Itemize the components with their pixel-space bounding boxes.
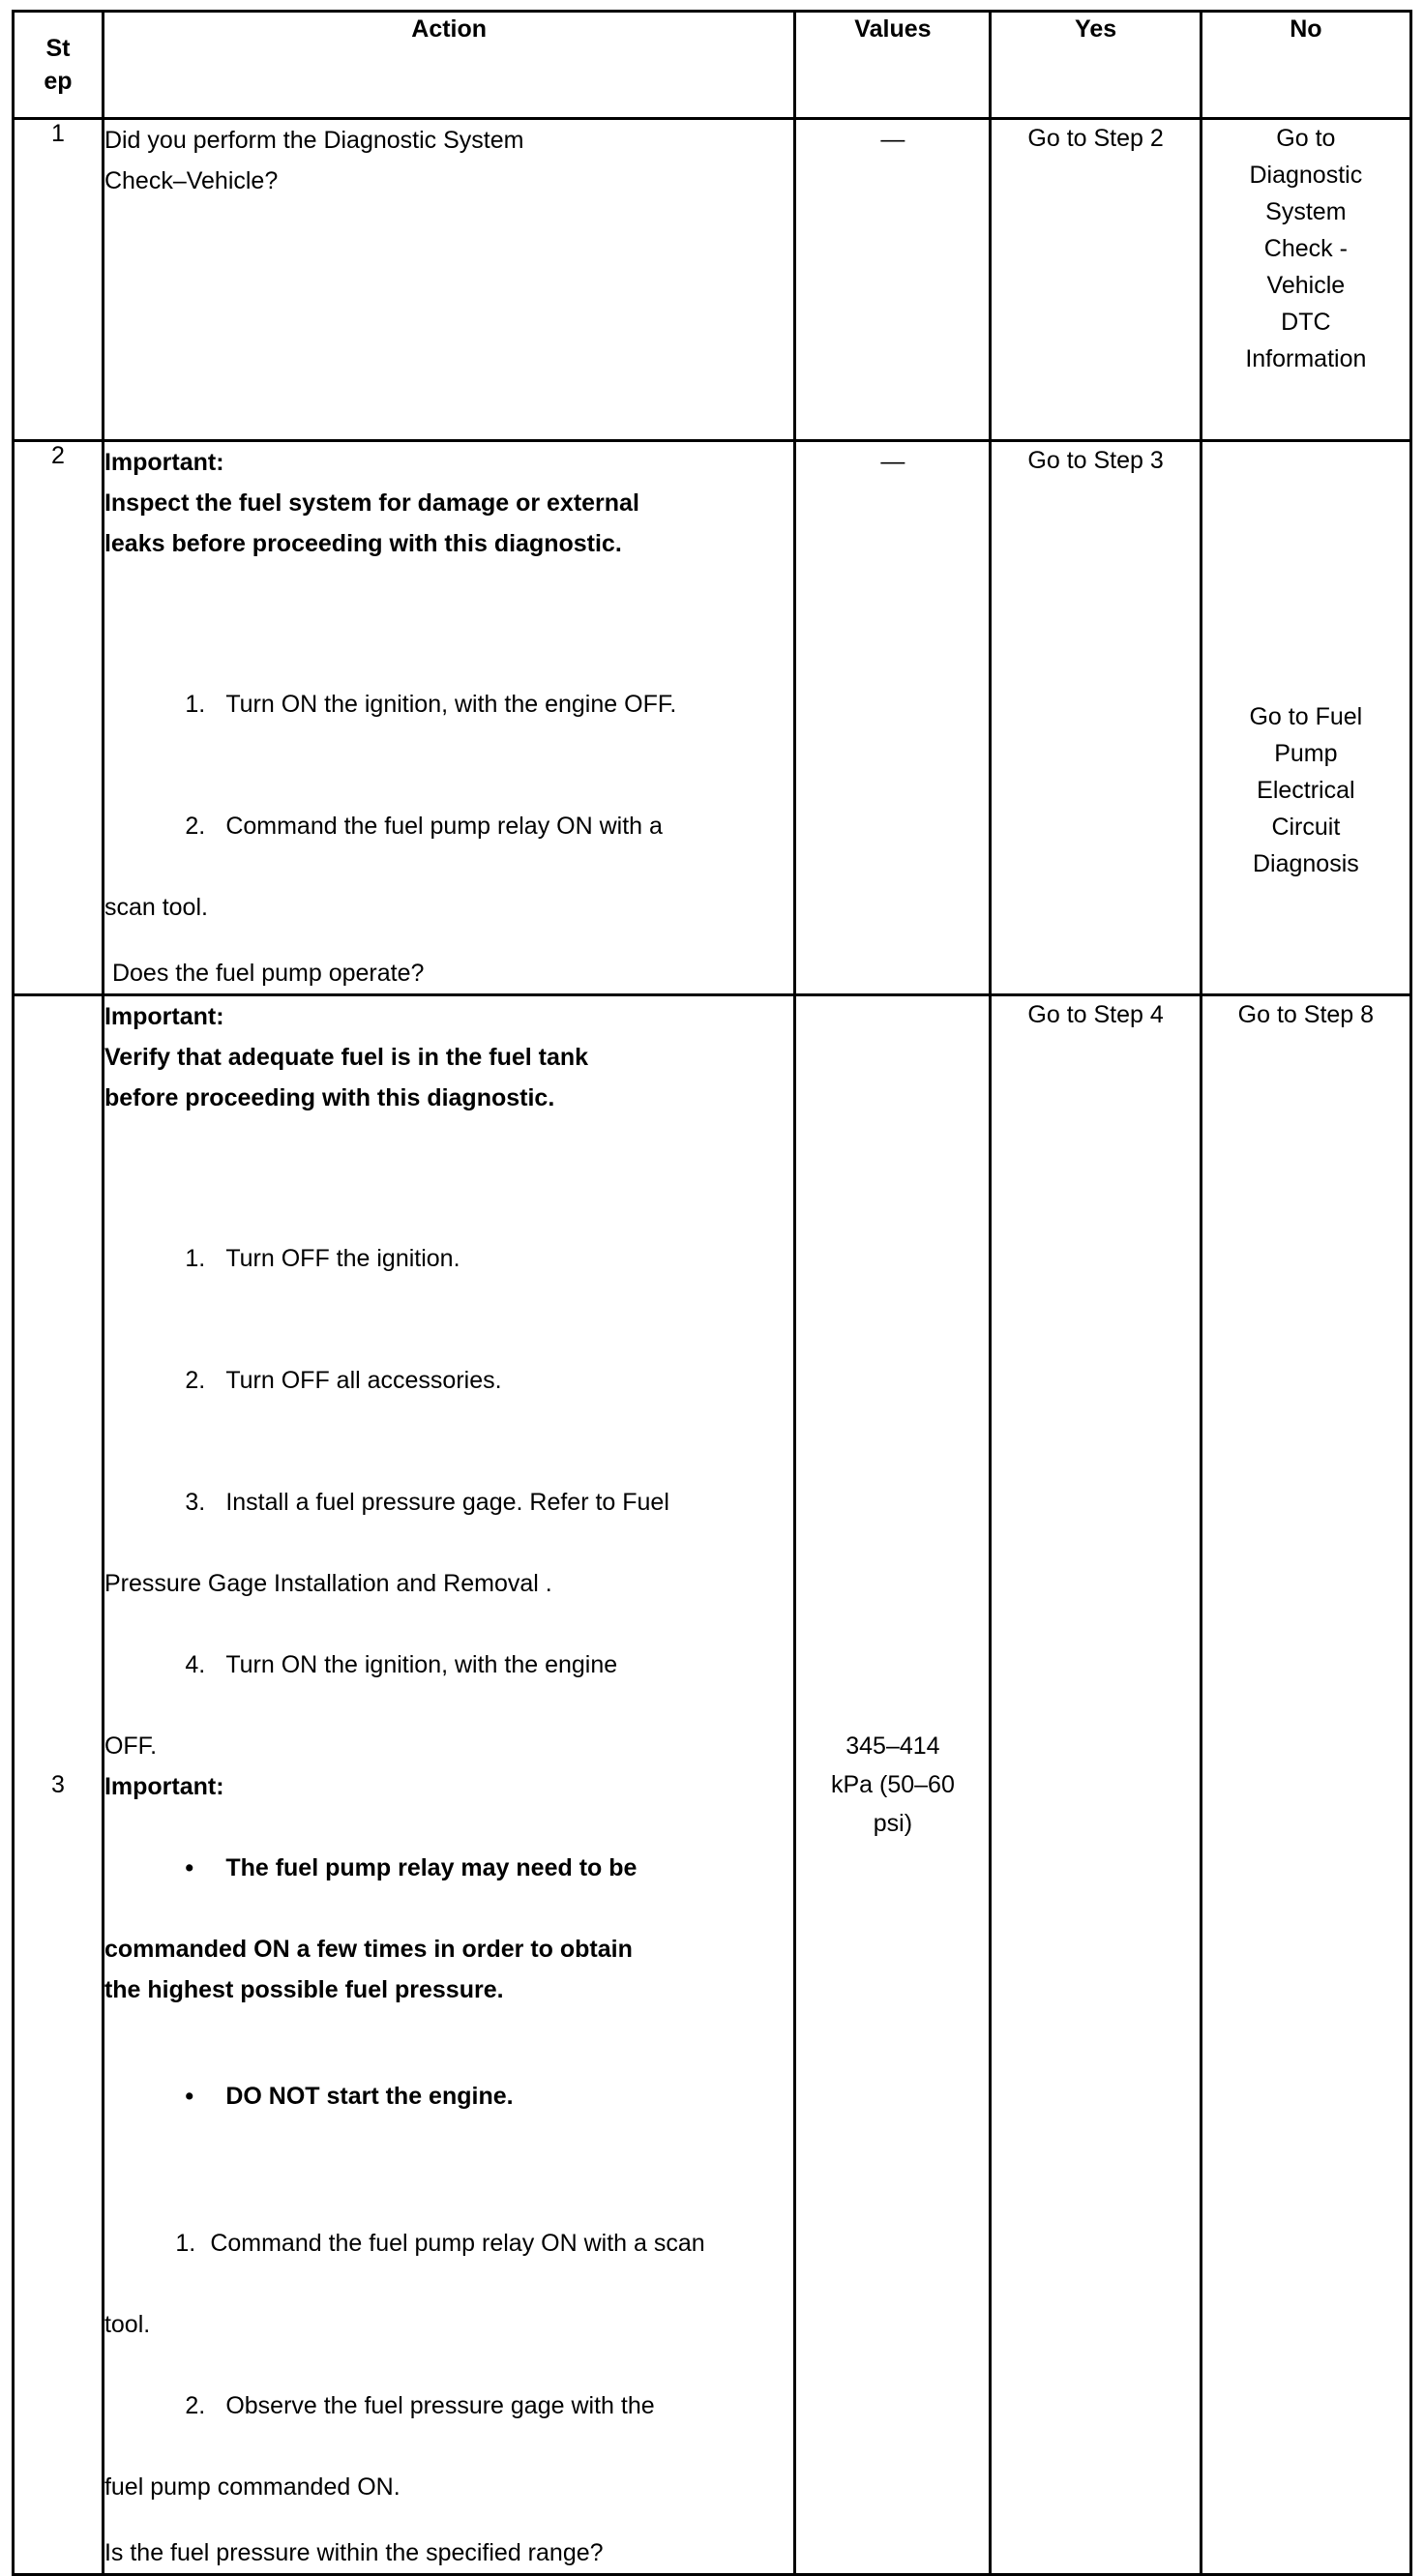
step-values-cell: —	[795, 119, 991, 441]
step2-item-2-continuation: scan tool.	[104, 894, 208, 921]
step3-item-5-text: Command the fuel pump relay ON with a scan	[210, 2230, 705, 2257]
step3-item-4-continuation: OFF.	[104, 1732, 158, 1760]
step-number	[14, 995, 104, 2575]
step1-no-line-1: Go to	[1276, 125, 1336, 152]
step3-spacer-4	[104, 2507, 793, 2532]
step1-yes-result: Go to Step 2	[1027, 125, 1164, 152]
bullet-icon: •	[185, 2083, 194, 2110]
step3-bullet-1-line3: the highest possible fuel pressure.	[104, 1976, 504, 2003]
step3-item-3-continuation: Pressure Gage Installation and Removal .	[104, 1570, 552, 1597]
step3-item-6-text: Observe the fuel pressure gage with the	[225, 2392, 655, 2419]
step2-item-1-text: Turn ON the ignition, with the engine OFF.	[225, 691, 677, 718]
step2-no-line-1: Go to Fuel	[1249, 703, 1363, 730]
step1-question-line1: Did you perform the Diagnostic System	[104, 127, 524, 154]
step3-important-label-2: Important:	[104, 1773, 224, 1800]
step-action-cell	[103, 119, 794, 441]
step2-no-line-2: Pump	[1274, 740, 1338, 767]
step2-spacer-2	[104, 928, 793, 953]
step2-important-label: Important:	[104, 449, 224, 476]
table-row	[14, 119, 1411, 441]
step3-spacer-2	[104, 2010, 793, 2035]
step3-number-value: 3	[51, 1770, 65, 1798]
step3-item-3	[104, 1441, 793, 1563]
step2-item-2-text: Command the fuel pump relay ON with a	[225, 813, 663, 840]
column-header-action: Action	[103, 12, 794, 119]
table-row	[14, 441, 1411, 995]
step3-spacer-1	[104, 1118, 793, 1198]
step-yes-cell	[991, 441, 1201, 995]
step3-bullet-2-text: DO NOT start the engine.	[225, 2083, 514, 2110]
step3-item-1-text: Turn OFF the ignition.	[225, 1245, 460, 1272]
step3-bullet-2	[104, 2035, 793, 2157]
step-yes-cell	[991, 995, 1201, 2575]
step2-item-2-number: 2.	[185, 813, 206, 840]
step2-question: Does the fuel pump operate?	[111, 960, 425, 987]
column-header-no: No	[1201, 12, 1410, 119]
step3-item-3-text: Install a fuel pressure gage. Refer to Fuel	[225, 1489, 669, 1516]
step3-item-6-continuation: fuel pump commanded ON.	[104, 2473, 400, 2501]
column-header-step-line1: St	[45, 35, 71, 62]
step3-yes-result: Go to Step 4	[1027, 1001, 1164, 1028]
step-number: 2	[14, 441, 104, 995]
step3-item-5	[95, 2182, 793, 2304]
bullet-icon: •	[185, 1854, 194, 1881]
step3-values-line-3: psi)	[873, 1810, 913, 1837]
step3-item-1-number: 1.	[185, 1245, 206, 1272]
step2-item-1-number: 1.	[185, 691, 206, 718]
step1-no-line-7: Information	[1245, 345, 1367, 372]
step2-no-block	[1202, 698, 1409, 882]
step3-bullet-1	[104, 1807, 793, 1929]
step1-question-line2: Check–Vehicle?	[104, 167, 279, 194]
step3-item-6-number: 2.	[185, 2392, 206, 2419]
diagnostic-procedure-table	[12, 10, 1412, 2576]
step1-no-line-5: Vehicle	[1266, 272, 1346, 299]
step3-bullet-1-line1: The fuel pump relay may need to be	[225, 1854, 638, 1881]
step-action-cell	[103, 995, 794, 2575]
column-header-step	[14, 12, 104, 119]
step3-item-5-continuation: tool.	[104, 2311, 151, 2338]
step1-no-line-2: Diagnostic	[1249, 162, 1363, 189]
step3-bullet-1-line2: commanded ON a few times in order to obtain	[104, 1936, 633, 1963]
step-yes-cell	[991, 119, 1201, 441]
step3-item-3-number: 3.	[185, 1489, 206, 1516]
step-no-cell	[1201, 995, 1410, 2575]
step3-item-2-text: Turn OFF all accessories.	[225, 1367, 502, 1394]
step2-no-line-3: Electrical	[1257, 777, 1355, 804]
step2-item-2	[104, 765, 793, 887]
step2-important-line1: Inspect the fuel system for damage or external	[104, 489, 639, 517]
step3-no-result: Go to Step 8	[1237, 1001, 1375, 1028]
step3-item-2-number: 2.	[185, 1367, 206, 1394]
step1-no-line-4: Check -	[1263, 235, 1348, 262]
table-row	[14, 995, 1411, 2575]
step3-item-4	[104, 1604, 793, 1726]
column-header-step-line2: ep	[44, 68, 73, 95]
step2-no-line-4: Circuit	[1271, 814, 1341, 841]
column-header-yes: Yes	[991, 12, 1201, 119]
step3-item-6	[104, 2345, 793, 2467]
step3-item-4-number: 4.	[185, 1651, 206, 1678]
column-header-values: Values	[795, 12, 991, 119]
step3-item-2	[104, 1319, 793, 1441]
step3-item-1	[104, 1198, 793, 1319]
step-values-cell	[795, 995, 991, 2575]
step2-important-line2: leaks before proceeding with this diagnostic.	[104, 530, 622, 557]
step2-no-line-5: Diagnosis	[1252, 850, 1359, 877]
step-action-cell	[103, 441, 794, 995]
step1-no-line-3: System	[1265, 198, 1347, 225]
step3-spacer-3	[104, 2157, 793, 2182]
step-no-cell	[1201, 119, 1410, 441]
step3-question: Is the fuel pressure within the specified range?	[104, 2539, 604, 2566]
step3-item-5-number: 1.	[175, 2230, 196, 2257]
step2-item-1	[104, 643, 793, 765]
step-number: 1	[14, 119, 104, 441]
step3-important-line1: Verify that adequate fuel is in the fuel tank	[104, 1044, 589, 1071]
step-no-cell	[1201, 441, 1410, 995]
step-values-cell: —	[795, 441, 991, 995]
step3-values-line-2: kPa (50–60	[830, 1771, 955, 1798]
step3-item-4-text: Turn ON the ignition, with the engine	[225, 1651, 618, 1678]
table-header-row	[14, 12, 1411, 119]
step2-yes-result: Go to Step 3	[1027, 447, 1164, 474]
step3-important-label: Important:	[104, 1003, 224, 1030]
step1-no-line-6: DTC	[1281, 309, 1331, 336]
step3-values-line-1: 345–414	[846, 1732, 940, 1760]
step3-important-line2: before proceeding with this diagnostic.	[104, 1084, 555, 1111]
step2-spacer	[104, 564, 793, 643]
